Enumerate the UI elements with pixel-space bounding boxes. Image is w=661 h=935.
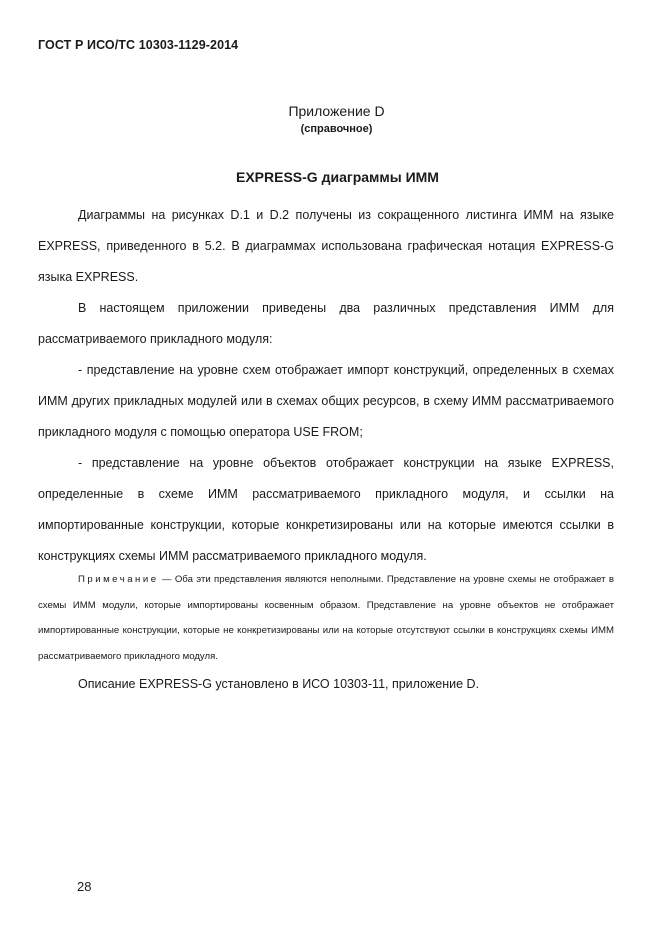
section-title: EXPRESS-G диаграммы ИММ: [236, 169, 439, 185]
note-block: [38, 567, 614, 669]
note-text: Оба эти представления являются неполными. Представление на уровне схемы не отображает в схемы ИММ модули, которые импортированы косвенным образом. Представление на уровне объектов не отображает импортированные конструкции, которые не конкретизированы или на которые отсутствуют ссылки в конструкциях схемы ИММ рассматриваемого прикладного модуля.: [38, 574, 615, 662]
page-number: 28: [77, 879, 92, 894]
document-header: ГОСТ Р ИСО/ТС 10303-1129-2014: [38, 38, 239, 52]
annex-subtitle: (справочное): [300, 123, 373, 135]
paragraph-representations: В настоящем приложении приведены два различных представления ИММ для рассматриваемого прикладного модуля:: [38, 301, 614, 346]
paragraph-express-g-reference: Описание EXPRESS-G установлено в ИСО 10303-11, приложение D.: [78, 677, 480, 691]
note-dash: —: [161, 574, 172, 585]
body-text: [38, 200, 614, 572]
note-label: Примечание: [78, 574, 159, 585]
annex-title: Приложение D: [288, 103, 385, 119]
list-item-schema-level: - представление на уровне схем отображает импорт конструкций, определенных в схемах ИММ других прикладных модулей или в схемах общих ресурсов, в схему ИММ рассматриваемого прикладного модуля с помощью оператора USE FROM;: [38, 363, 614, 439]
paragraph-intro: Диаграммы на рисунках D.1 и D.2 получены из сокращенного листинга ИММ на языке EXPRESS, приведенного в 5.2. В диаграммах использована графическая нотация EXPRESS-G языка EXPRESS.: [38, 208, 614, 284]
final-text: [38, 669, 614, 700]
note-paragraph: [38, 567, 614, 669]
list-item-entity-level: - представление на уровне объектов отображает конструкции на языке EXPRESS, определенные в схеме ИММ рассматриваемого прикладного модуля, и ссылки на импортированные конструкции, которые конкретизированы или на которые имеются ссылки в конструкциях схемы ИММ рассматриваемого прикладного модуля.: [38, 456, 614, 563]
